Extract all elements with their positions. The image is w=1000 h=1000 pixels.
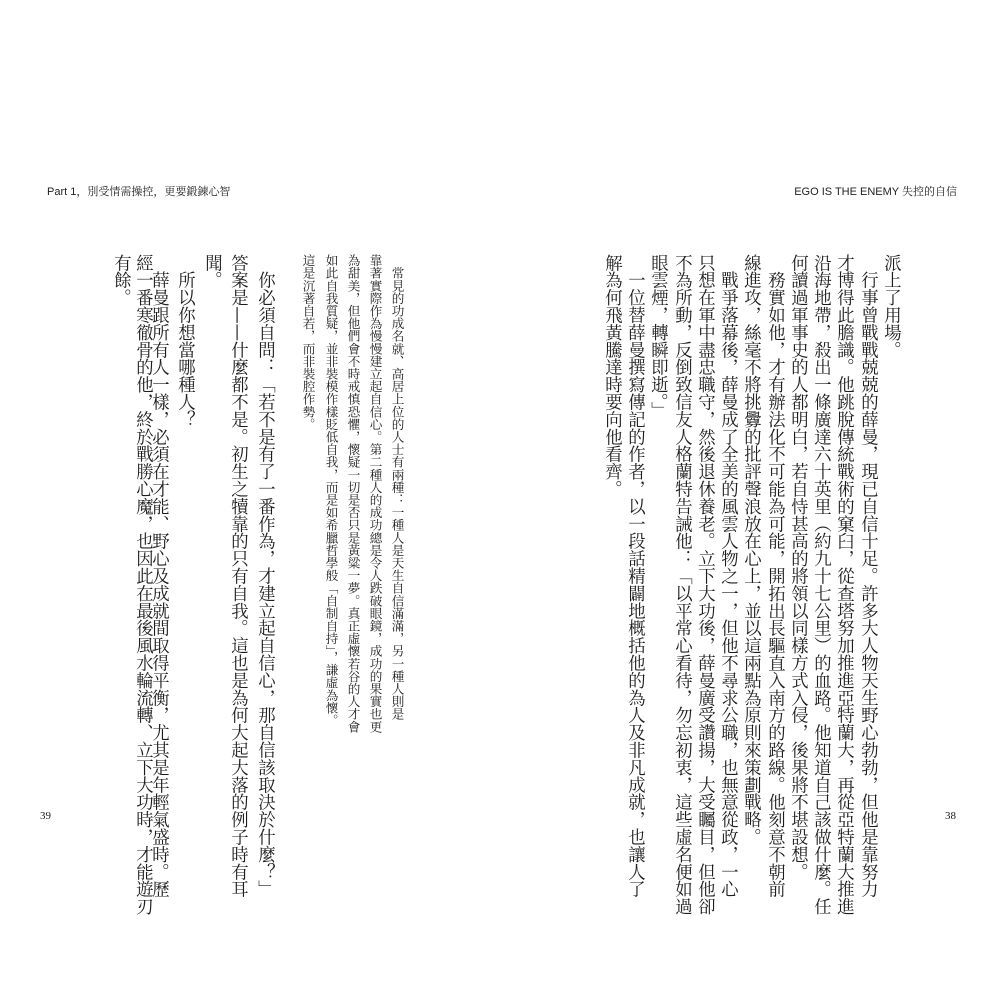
running-head-left: Part 1，別受情需操控，更要鍛鍊心智 — [47, 186, 231, 198]
page-number-left: 39 — [40, 810, 51, 822]
right-page-column: 何讀過軍事史的人都明白，若自恃甚高的將領以同樣方式入侵，後果將不堪設想。 — [787, 254, 808, 881]
block-quote-column: 這是沉著自若，而非裝腔作勢。 — [300, 254, 316, 431]
block-quote-column: 靠著實際作為慢慢建立起自信心。第二種人的成功總是令人跌破眼鏡，成功的果實也更 — [367, 254, 383, 733]
left-page-column: 聞。 — [201, 254, 222, 289]
right-page-column: 戰爭落幕後，薛曼成了全美的風雲人物之一，但他不尋求公職，也無意從政，一心 — [717, 254, 738, 898]
block-quote-column: 常見的功成名就、高居上位的人士有兩種：一種人是天生自信滿滿，另一種人則是 — [389, 254, 405, 721]
right-page-column: 解為何飛黃騰達時要向他看齊。 — [601, 254, 622, 498]
right-page-column: 線進攻，絲毫不將挑釁的批評聲浪放在心上，並以這兩點為原則來策劃戰略。 — [740, 254, 761, 846]
right-page-column: 派上了用場。 — [880, 254, 901, 359]
running-head-right: EGO IS THE ENEMY 失控的自信 — [794, 186, 957, 198]
block-quote-column: 如此自我質疑，並非裝模作樣貶低自我，而是如希臘哲學般「自制自持」，謙虛為懷。 — [323, 254, 339, 727]
left-page-column: 經一番寒徹骨的他，終於戰勝心魔，也因此在最後風水輪流轉、立下大功時，才能遊刃 — [132, 254, 153, 916]
left-page-column: 有餘。 — [110, 254, 131, 307]
right-page-column: 一位替薛曼撰寫傳記的作者，以一段話精闢地概括他的為人及非凡成就，也讓人了 — [624, 254, 645, 898]
page-number-right: 38 — [945, 810, 956, 822]
left-page-column: 你必須自問：「若不是有了一番作為，才建立起自信心，那自信該取決於什麼？」 — [254, 254, 275, 898]
right-page-column: 不為所動，反倒致信友人格蘭特告誡他：「以平常心看待，勿忘初衷，這些虛名便如過 — [671, 254, 692, 916]
right-page-column: 務實如他，才有辦法化不可能為可能，開拓出長驅直入南方的路線。他刻意不朝前 — [764, 254, 785, 898]
right-page-column: 眼雲煙，轉瞬即逝。」 — [647, 254, 668, 420]
right-page-column: 只想在軍中盡忠職守，然後退休養老。立下大功後，薛曼廣受讚揚，大受矚目，但他卻 — [694, 254, 715, 916]
left-page-column: 所以你想當哪種人？ — [174, 254, 195, 428]
block-quote-column: 為甜美，但他們會不時戒慎恐懼，懷疑一切是否只是黃粱一夢。真正虛懷若谷的人才會 — [345, 254, 361, 733]
left-page-column: 薛曼跟所有人一樣，必須在才能、野心及成就間取得平衡，尤其是年輕氣盛時。歷 — [148, 254, 169, 898]
left-page-column: 答案是——什麼都不是。初生之犢靠的只有自我。這也是為何大起大落的例子時有耳 — [227, 254, 248, 898]
right-page-column: 沿海地帶，殺出一條廣達六十英里（約九十七公里）的血路。他知道自己該做什麼。任 — [810, 254, 831, 916]
right-page-column: 行事曾戰戰兢兢的薛曼，現已自信十足。許多大人物天生野心勃勃，但他是靠努力 — [857, 254, 878, 898]
right-page-column: 才博得此膽識。他跳脫傳統戰術的窠臼，從查塔努加推進亞特蘭大，再從亞特蘭大推進 — [833, 254, 854, 916]
